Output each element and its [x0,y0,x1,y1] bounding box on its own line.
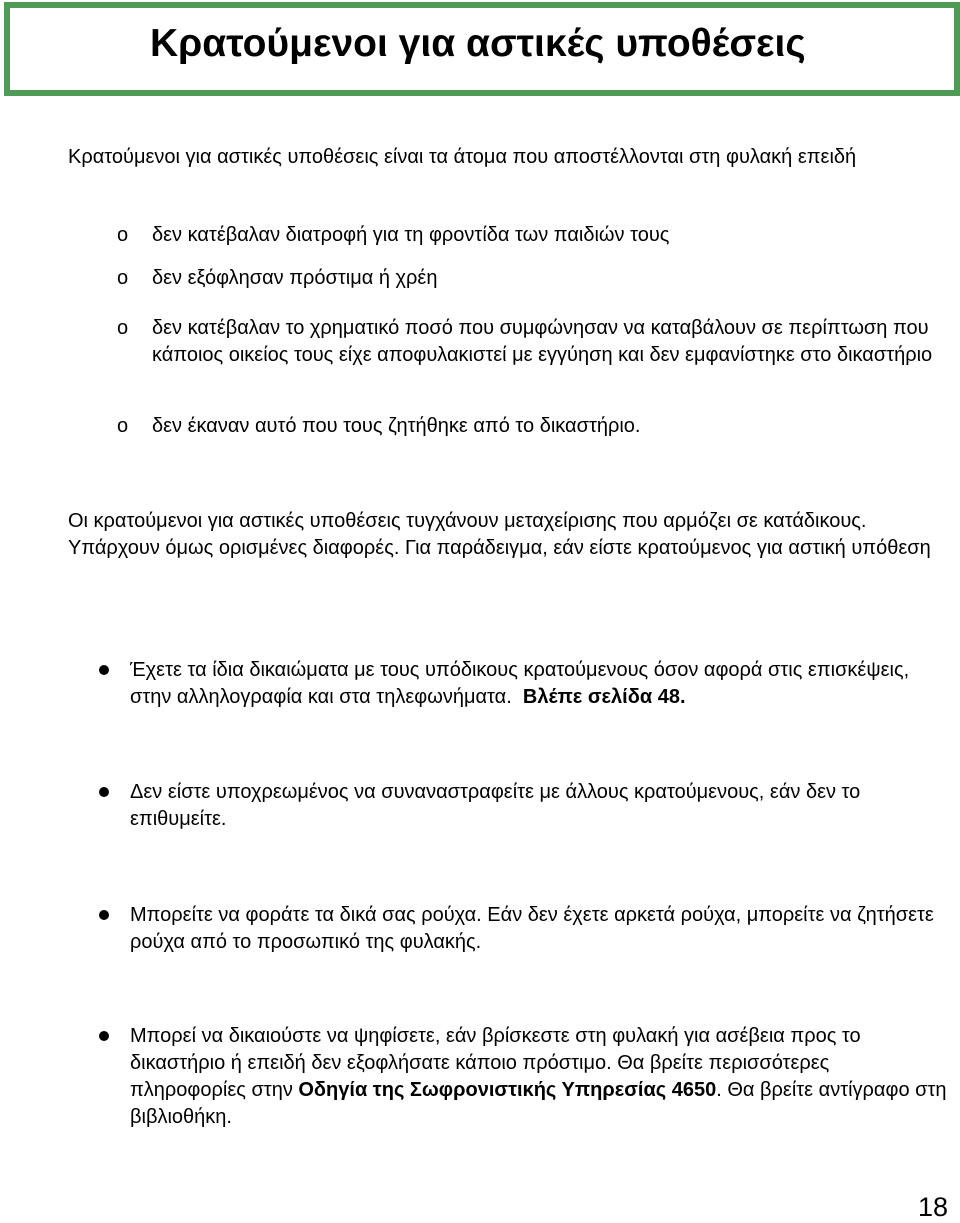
bullet-icon [99,665,109,675]
bullet-icon [99,787,109,797]
page-title: Κρατούμενοι για αστικές υποθέσεις [150,22,806,65]
title-box [4,2,960,96]
intro-paragraph: Κρατούμενοι για αστικές υποθέσεις είναι τα άτομα που αποστέλλονται στη φυλακή επειδή [68,146,857,168]
circle-bullet-icon: o [117,267,129,289]
sub-list-item-text: δεν κατέβαλαν το χρηματικό ποσό που συμφώνησαν να καταβάλουν σε περίπτωση που κάποιος οικείος τους είχε αποφυλακιστεί με εγγύηση και δεν εμφανίστηκε στο δικαστήριο [152,317,933,366]
sub-list-item [117,222,947,249]
sub-list-item-text: δεν εξόφλησαν πρόστιμα ή χρέη [152,267,438,289]
treatment-paragraph: Οι κρατούμενοι για αστικές υποθέσεις τυγχάνουν μεταχείρισης που αρμόζει σε κατάδικους. Υπάρχουν όμως ορισμένες διαφορές. Για παράδειγμα, εάν είστε κρατούμενος για αστική υπόθεση [68,510,931,559]
bullet-text-end: . Θα βρείτε αντίγραφο στη βιβλιοθήκη. [130,1079,947,1128]
page-reference: Βλέπε σελίδα 48. [522,686,686,708]
bullet-text-main: Μπορεί να δικαιούστε να ψηφίσετε, εάν βρίσκεστε στη φυλακή για ασέβεια προς το δικαστήριο ή επειδή δεν εξοφλήσατε κάποιο πρόστιμο. Θα βρείτε περισσότερες πληροφορίες στην [130,1025,861,1101]
bullet-item-voting [98,1023,948,1131]
sub-list-item [117,315,947,369]
sub-list-item [117,265,947,292]
bullet-item-visits [98,657,948,711]
bullet-text [130,1023,948,1131]
bullet-item-clothes [98,902,948,956]
bullet-icon [99,910,109,920]
bullet-text-main: Έχετε τα ίδια δικαιώματα με τους υπόδικους κρατούμενους όσον αφορά στις επισκέψεις, στην αλληλογραφία και στα τηλεφωνήματα. [130,659,910,708]
page-number: 18 [917,1192,948,1222]
bullet-icon [99,1031,109,1041]
sub-list-item-text: δεν κατέβαλαν διατροφή για τη φροντίδα των παιδιών τους [152,224,670,246]
circle-bullet-icon: o [117,317,129,339]
sub-list-item [117,413,947,440]
bullet-text: Μπορείτε να φοράτε τα δικά σας ρούχα. Εάν δεν έχετε αρκετά ρούχα, μπορείτε να ζητήσετε ρούχα από το προσωπικό της φυλακής. [130,904,934,953]
circle-bullet-icon: o [117,415,129,437]
sub-list-item-text: δεν έκαναν αυτό που τους ζητήθηκε από το δικαστήριο. [152,415,641,437]
circle-bullet-icon: o [117,224,129,246]
bullet-text: Δεν είστε υποχρεωμένος να συναναστραφείτε με άλλους κρατούμενους, εάν δεν το επιθυμείτε. [130,781,861,830]
bullet-text [130,657,948,711]
instruction-reference: Οδηγία της Σωφρονιστικής Υπηρεσίας 4650 [298,1079,717,1101]
bullet-item-association [98,779,948,833]
